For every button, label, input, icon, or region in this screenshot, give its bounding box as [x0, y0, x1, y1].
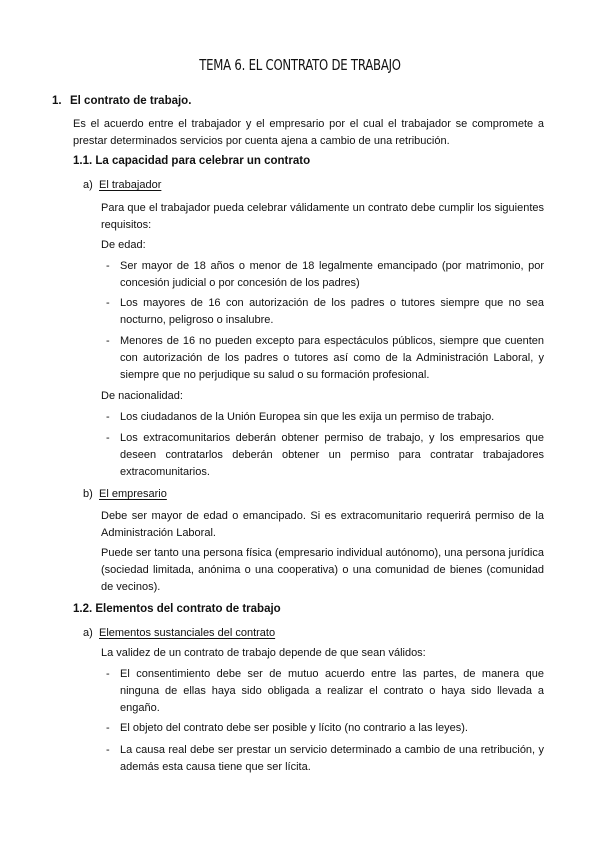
item-a-worker-heading	[83, 177, 161, 194]
list-item-text: Los ciudadanos de la Unión Europea sin que les exija un permiso de trabajo.	[120, 411, 495, 423]
subsection-heading-1-1: 1.1. La capacidad para celebrar un contrato	[73, 155, 311, 167]
worker-intro: Para que el trabajador pueda celebrar válidamente un contrato debe cumplir los siguientes requisitos:	[101, 202, 544, 231]
dash-bullet: -	[106, 432, 110, 444]
list-item-text: Menores de 16 no pueden excepto para espectáculos públicos, siempre que cuenten con autorización de los padres o tutores así como de la Administración Laboral, y siempre que no perjudique su salud o su formación profesional.	[120, 335, 544, 381]
list-item	[106, 295, 544, 329]
elements-intro: La validez de un contrato de trabajo depende de que sean válidos:	[101, 647, 426, 659]
nationality-label: De nacionalidad:	[101, 390, 183, 402]
list-item	[106, 720, 544, 737]
item-title: El trabajador	[99, 179, 162, 191]
list-item	[106, 258, 544, 292]
dash-bullet: -	[106, 411, 110, 423]
list-item	[106, 409, 544, 426]
item-letter: b)	[83, 488, 93, 500]
document-title: TEMA 6. EL CONTRATO DE TRABAJO	[199, 56, 401, 74]
list-item-text: Ser mayor de 18 años o menor de 18 legalmente emancipado (por matrimonio, por concesión judicial o por concesión de los padres)	[120, 260, 544, 289]
dash-bullet: -	[106, 260, 110, 272]
item-letter: a)	[83, 179, 93, 191]
list-item	[106, 333, 544, 384]
dash-bullet: -	[106, 744, 110, 756]
list-item	[106, 742, 544, 776]
item-letter: a)	[83, 627, 93, 639]
list-item-text: La causa real debe ser prestar un servicio determinado a cambio de una retribución, y además esta causa tiene que ser lícita.	[120, 744, 544, 773]
subsection-heading-1-2: 1.2. Elementos del contrato de trabajo	[73, 603, 281, 615]
item-b-employer-heading	[83, 486, 167, 503]
item-title: Elementos sustanciales del contrato	[99, 627, 276, 639]
section-title: El contrato de trabajo.	[70, 95, 192, 107]
list-item-text: El consentimiento debe ser de mutuo acuerdo entre las partes, de manera que ninguna de ellas haya sido obligada a realizar el contrato o haya sido llevada a engaño.	[120, 668, 544, 714]
section-heading	[52, 93, 191, 110]
section-number: 1.	[52, 95, 62, 107]
list-item-text: Los extracomunitarios deberán obtener permiso de trabajo, y los empresarios que deseen contratarlos deberán obtener un permiso para contratar trabajadores extracomunitarios.	[120, 432, 544, 478]
dash-bullet: -	[106, 668, 110, 680]
item-a-elements-heading	[83, 625, 275, 642]
list-item	[106, 666, 544, 717]
dash-bullet: -	[106, 297, 110, 309]
employer-paragraph-1: Debe ser mayor de edad o emancipado. Si es extracomunitario requerirá permiso de la Administración Laboral.	[101, 510, 544, 539]
dash-bullet: -	[106, 335, 110, 347]
contract-definition: Es el acuerdo entre el trabajador y el empresario por el cual el trabajador se compromete a prestar determinados servicios por cuenta ajena a cambio de una retribución.	[73, 118, 544, 147]
employer-paragraph-2: Puede ser tanto una persona física (empresario individual autónomo), una persona jurídica (sociedad limitada, anónima o una cooperativa) o una comunidad de bienes (comunidad de vecinos).	[101, 547, 544, 593]
list-item	[106, 430, 544, 481]
dash-bullet: -	[106, 722, 110, 734]
list-item-text: Los mayores de 16 con autorización de los padres o tutores siempre que no sea nocturno, peligroso o insalubre.	[120, 297, 544, 326]
item-title: El empresario	[99, 488, 167, 500]
age-label: De edad:	[101, 239, 146, 251]
list-item-text: El objeto del contrato debe ser posible y lícito (no contrario a las leyes).	[120, 722, 468, 734]
